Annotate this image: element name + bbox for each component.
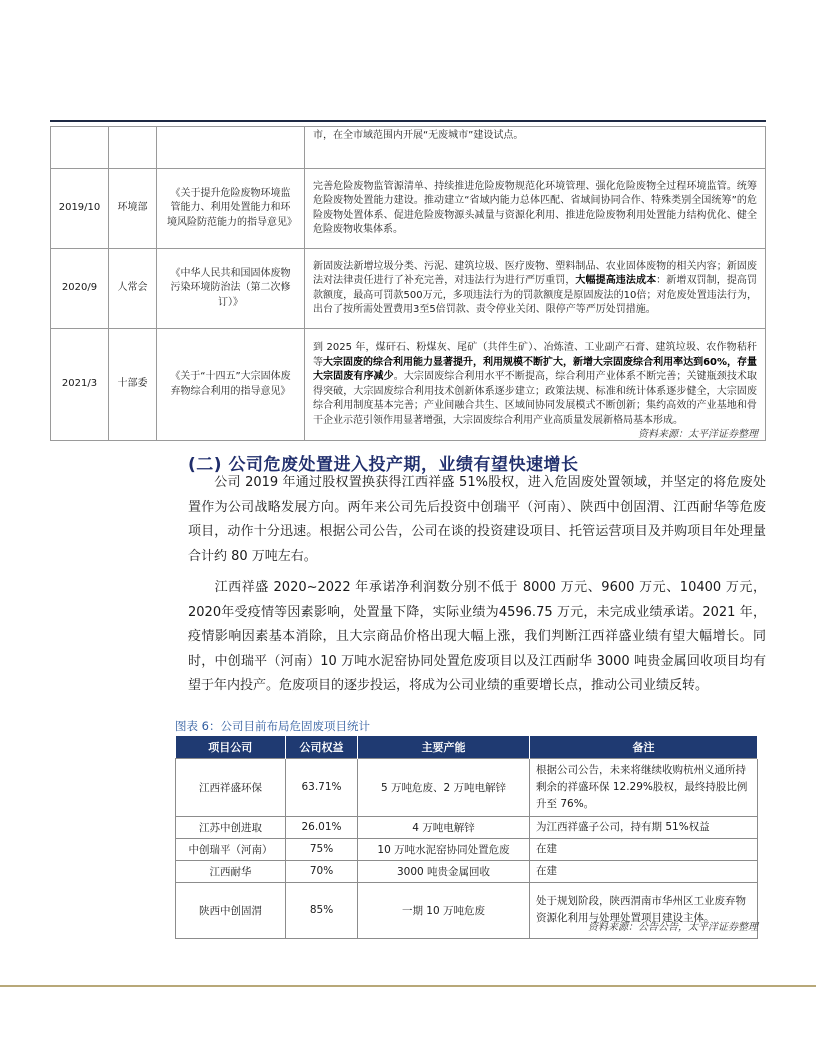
policy-content (305, 169, 766, 249)
note-cell: 在建 (530, 860, 758, 882)
paragraph-2-text: 江西祥盛 2020~2022 年承诺净利润数分别不低于 8000 万元、9600 万元、10400 万元，2020年受疫情等因素影响，处置量下降，实际业绩为4596.75 万元，未完成业绩承诺。2021 年，疫情影响因素基本消除，且大宗商品价格出现大幅上涨，我们判断江西祥盛业绩有望大幅增长。同时，中创瑞平（河南）10 万吨水泥窑协同处置危废项目以及江西耐华 3000 吨贵金属回收项目均有望于年内投产。危废项目的逐步投运，将成为公司业绩的重要增长点，推动公司业绩反转。 (188, 580, 766, 693)
policy-org (109, 127, 157, 169)
policy-content (305, 329, 766, 441)
capacity-cell: 4 万吨电解锌 (358, 816, 530, 838)
header-capacity: 主要产能 (358, 736, 530, 758)
equity-cell: 85% (286, 882, 358, 938)
policy-content-text: 到 2025 年，煤矸石、粉煤灰、尾矿（共伴生矿）、冶炼渣、工业副产石膏、建筑垃圾、农作物秸秆等 (313, 342, 757, 368)
policy-row (51, 169, 766, 249)
equity-cell: 26.01% (286, 816, 358, 838)
policy-content-text: 。大宗固废综合利用水平不断提高，综合利用产业体系不断完善；关键瓶颈技术取得突破，大宗固废综合利用技术创新体系逐步建立；政策法规、标准和统计体系逐步健全，大宗固废综合利用制度基本完善；产业间融合共生、区域间协同发展模式不断创新；集约高效的产业基地和骨干企业示范引领作用显著增强，大宗固废综合利用产业高质量发展新格局基本形成。 (313, 371, 758, 426)
figure-source: 资料来源：公告公告，太平洋证券整理 (588, 922, 758, 933)
section-title: (二) 公司危废处置进入投产期，业绩有望快速增长 (188, 455, 579, 475)
policy-content-emphasis: 大幅提高违法成本 (575, 275, 657, 286)
header-company: 项目公司 (176, 736, 286, 758)
table-row (176, 816, 758, 838)
policy-org: 人常会 (109, 249, 157, 329)
header-note: 备注 (530, 736, 758, 758)
company-cell: 中创瑞平（河南） (176, 838, 286, 860)
project-table (175, 736, 758, 939)
paragraph-2 (188, 576, 766, 699)
policy-source: 资料来源：太平洋证券整理 (638, 429, 758, 440)
capacity-cell: 10 万吨水泥窑协同处置危废 (358, 838, 530, 860)
policy-org: 环境部 (109, 169, 157, 249)
policy-content-text: ：新增双罚制，提高罚款额度，最高可罚款500万元，多项违法行为的罚款额度是原固废法的10倍；对危废处置违法行为，出台了按所需处置费用3至5倍罚款、责令停业关闭、限停产等严厉处罚措施。 (313, 275, 758, 315)
policy-date: 2020/9 (51, 249, 109, 329)
table-row (176, 758, 758, 816)
note-cell: 为江西祥盛子公司，持有期 51%权益 (530, 816, 758, 838)
figure-title: 图表 6：公司目前布局危固废项目统计 (175, 719, 370, 733)
policy-table (50, 126, 766, 441)
note-cell: 根据公司公告，未来将继续收购杭州义通所持剩余的祥盛环保 12.29%股权，最终持股比例升至 76%。 (530, 758, 758, 816)
policy-date (51, 127, 109, 169)
header-rule (50, 120, 766, 122)
footer-rule (0, 985, 816, 987)
policy-row (51, 127, 766, 169)
policy-row (51, 249, 766, 329)
capacity-cell: 一期 10 万吨危废 (358, 882, 530, 938)
equity-cell: 63.71% (286, 758, 358, 816)
policy-org: 十部委 (109, 329, 157, 441)
company-cell: 陕西中创固渭 (176, 882, 286, 938)
note-cell: 处于规划阶段，陕西渭南市华州区工业废弃物资源化利用与处理处置项目建设主体。 (530, 882, 758, 938)
paragraph-1 (188, 471, 766, 569)
policy-row (51, 329, 766, 441)
paragraph-1-text: 公司 2019 年通过股权置换获得江西祥盛 51%股权，进入危固废处置领域，并坚定的将危废处置作为公司战略发展方向。两年来公司先后投资中创瑞平（河南）、陕西中创固渭、江西耐华等危废项目，动作十分迅速。根据公司公告，公司在谈的投资建设项目、托管运营项目及并购项目年处理量合计约 80 万吨左右。 (188, 475, 766, 564)
company-cell: 江苏中创进取 (176, 816, 286, 838)
policy-content (305, 127, 766, 169)
policy-content-text: 新固废法新增垃圾分类、污泥、建筑垃圾、医疗废物、塑料制品、农业固体废物的相关内容；新固废法对法律责任进行了补充完善，对违法行为进行严厉重罚， (313, 260, 757, 286)
capacity-cell: 5 万吨危废、2 万吨电解锌 (358, 758, 530, 816)
policy-content-text: 市，在全市域范围内开展“无废城市”建设试点。 (313, 130, 524, 141)
company-cell: 江西耐华 (176, 860, 286, 882)
policy-document: 《关于提升危险废物环境监管能力、利用处置能力和环境风险防范能力的指导意见》 (157, 169, 305, 249)
capacity-cell: 3000 吨贵金属回收 (358, 860, 530, 882)
equity-cell: 75% (286, 838, 358, 860)
company-cell: 江西祥盛环保 (176, 758, 286, 816)
policy-date: 2021/3 (51, 329, 109, 441)
equity-cell: 70% (286, 860, 358, 882)
policy-date: 2019/10 (51, 169, 109, 249)
policy-content (305, 249, 766, 329)
policy-content-emphasis: 大宗固废的综合利用能力显著提升，利用规模不断扩大，新增大宗固废综合利用率达到60%，存量大宗固废有序减少 (313, 356, 758, 382)
policy-document: 《关于“十四五”大宗固体废弃物综合利用的指导意见》 (157, 329, 305, 441)
policy-document: 《中华人民共和国固体废物污染环境防治法（第二次修订）》 (157, 249, 305, 329)
policy-content-text: 完善危险废物监管源清单、持续推进危险废物规范化环境管理、强化危险废物全过程环境监管。统筹危险废物处置能力建设。推动建立“省域内能力总体匹配、省域间协同合作、特殊类别全国统筹”的危险废物处置体系、促进危险废物源头减量与资源化利用、推进危险废物利用处置能力结构优化、健全危险废物收集体系。 (313, 180, 757, 235)
table-row (176, 838, 758, 860)
policy-document (157, 127, 305, 169)
header-equity: 公司权益 (286, 736, 358, 758)
note-cell: 在建 (530, 838, 758, 860)
table-row (176, 860, 758, 882)
